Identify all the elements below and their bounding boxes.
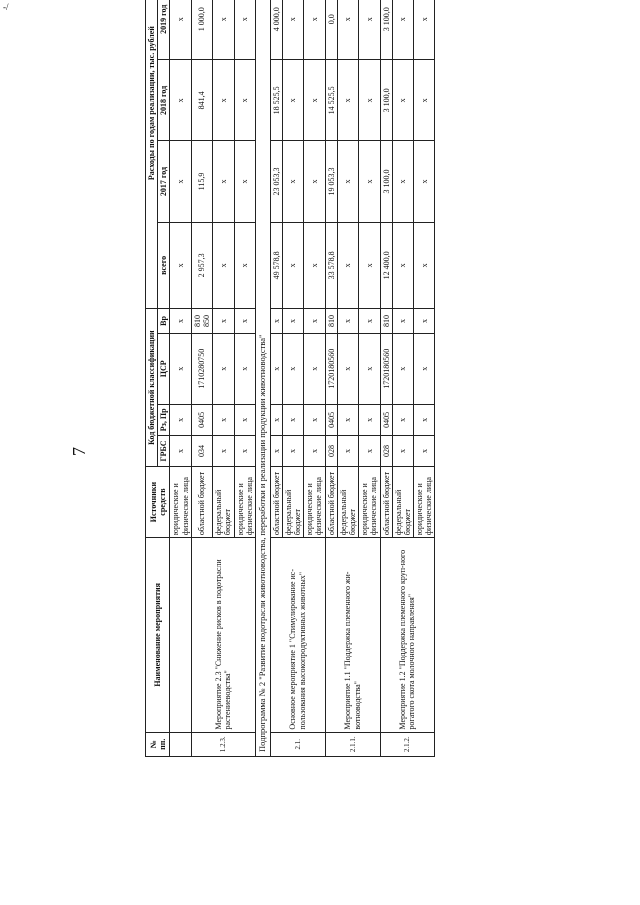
cell-rzpr: х [270,404,282,435]
cell-y2019: х [414,0,435,60]
header-grbs: ГРБС [158,435,170,466]
cell-rzpr: х [359,404,380,435]
cell-grbs: х [270,435,282,466]
cell-name: Мероприятие 1.1 "Поддержка племенного жи-вотноводства" [325,538,380,732]
cell-y2019: х [234,0,255,60]
cell-y2017: 115,9 [191,141,212,222]
cell-y2017: х [337,141,358,222]
cell-name: Мероприятие 1.2 "Поддержка племенного круп-ного рогатого скота молочного направления" [380,538,435,732]
header-total: всего [158,222,170,309]
cell-csr: х [270,333,282,404]
cell-no: 1.2.3. [191,732,255,756]
cell-y2018: х [414,60,435,141]
cell-y2017: х [234,141,255,222]
cell-rzpr: х [414,404,435,435]
cell-vr: 810 [325,309,337,333]
cell-no [170,732,191,756]
cell-csr: х [213,333,234,404]
cell-no: 2.1. [270,732,325,756]
cell-grbs: х [304,435,325,466]
cell-y2018: 14 525,5 [325,60,337,141]
table-body-subprogram-1 [170,0,256,757]
cell-y2018: 3 100,0 [380,60,392,141]
cell-source: областной бюджет [191,467,212,538]
cell-y2019: х [213,0,234,60]
cell-y2019: х [337,0,358,60]
cell-total: х [234,222,255,309]
cell-no: 2.1.2. [380,732,435,756]
cell-y2017: 19 053,3 [325,141,337,222]
cell-y2017: х [359,141,380,222]
cell-csr: х [414,333,435,404]
cell-rzpr: х [234,404,255,435]
cell-grbs: 028 [380,435,392,466]
cell-rzpr: х [392,404,413,435]
cell-y2019: х [282,0,303,60]
cell-vr: х [359,309,380,333]
page-number: 7 [69,447,89,456]
cell-y2017: х [414,141,435,222]
cell-vr: х [392,309,413,333]
header-source: Источники средств [146,467,170,538]
cell-source: федеральный бюджет [213,467,234,538]
cell-y2017: х [282,141,303,222]
cell-y2019: 3 100,0 [380,0,392,60]
cell-source: юридические и физические лица [170,467,191,538]
cell-vr: х [213,309,234,333]
cell-vr: х [282,309,303,333]
cell-csr: х [359,333,380,404]
cell-y2017: х [392,141,413,222]
cell-vr: 810 [380,309,392,333]
cell-y2019: 1 000,0 [191,0,212,60]
cell-source: юридические и физические лица [304,467,325,538]
cell-grbs: х [170,435,191,466]
cell-no: 2.1.1. [325,732,380,756]
cell-grbs: 028 [325,435,337,466]
cell-y2019: х [359,0,380,60]
cell-y2017: х [213,141,234,222]
cell-name: Основное мероприятие 1 "Стимулирование ис-пользования высокопродуктивных животных" [270,538,325,732]
cell-rzpr: 0405 [325,404,337,435]
cell-rzpr: х [282,404,303,435]
header-name: Наименование мероприятия [146,538,170,732]
cell-vr: х [414,309,435,333]
cell-source: областной бюджет [270,467,282,538]
corner-mark: -/ [3,2,9,12]
cell-source: федеральный бюджет [392,467,413,538]
cell-y2017: 3 100,0 [380,141,392,222]
cell-vr: х [270,309,282,333]
cell-total: х [414,222,435,309]
header-rzpr: Рз, Пр [158,404,170,435]
cell-y2018: х [359,60,380,141]
cell-source: юридические и физические лица [414,467,435,538]
cell-y2018: 18 525,5 [270,60,282,141]
cell-grbs: х [414,435,435,466]
table-row [191,0,212,757]
cell-csr: х [234,333,255,404]
cell-total: 49 578,8 [270,222,282,309]
cell-vr: х [337,309,358,333]
cell-y2018: х [304,60,325,141]
header-vr: Вр [158,309,170,333]
header-budget-code: Код бюджетной классификации [146,309,158,467]
table-row [270,0,282,757]
header-2017: 2017 год [158,141,170,222]
cell-total: х [213,222,234,309]
cell-source: федеральный бюджет [282,467,303,538]
cell-total: х [304,222,325,309]
header-csr: ЦСР [158,333,170,404]
cell-total: х [359,222,380,309]
cell-y2018: х [392,60,413,141]
cell-rzpr: х [213,404,234,435]
header-expenses: Расходы по годам реализации, тыс. рублей [146,0,158,309]
cell-y2018: х [213,60,234,141]
cell-y2019: х [304,0,325,60]
cell-y2018: 841,4 [191,60,212,141]
cell-total: х [337,222,358,309]
header-no: № пп. [146,732,170,756]
cell-source: областной бюджет [380,467,392,538]
cell-y2017: х [170,141,191,222]
cell-source: областной бюджет [325,467,337,538]
cell-total: х [282,222,303,309]
table-row [380,0,392,757]
cell-name: Мероприятие 2.3 "Снижение рисков в подотрасли растениеводства" [191,538,255,732]
cell-y2019: 0,0 [325,0,337,60]
cell-total: х [392,222,413,309]
cell-total: 12 400,0 [380,222,392,309]
cell-vr: 810 850 [191,309,212,333]
cell-csr: 1720180560 [380,333,392,404]
rotated-table-wrapper [145,0,640,757]
cell-grbs: 034 [191,435,212,466]
cell-vr: х [304,309,325,333]
cell-source: федеральный бюджет [337,467,358,538]
cell-y2018: х [234,60,255,141]
cell-csr: 1720180560 [325,333,337,404]
budget-table [145,0,435,757]
cell-rzpr: 0405 [380,404,392,435]
cell-y2017: х [304,141,325,222]
table-body-subprogram-2 [270,0,435,757]
cell-rzpr: х [170,404,191,435]
cell-total: 33 578,8 [325,222,337,309]
cell-grbs: х [213,435,234,466]
cell-grbs: х [337,435,358,466]
cell-total: х [170,222,191,309]
cell-grbs: х [392,435,413,466]
cell-csr: 1710280750 [191,333,212,404]
cell-csr: х [170,333,191,404]
cell-csr: х [392,333,413,404]
cell-rzpr: 0405 [191,404,212,435]
cell-name [170,538,191,732]
cell-rzpr: х [304,404,325,435]
cell-csr: х [304,333,325,404]
cell-y2019: х [392,0,413,60]
table-row [325,0,337,757]
cell-vr: х [170,309,191,333]
cell-y2018: х [282,60,303,141]
cell-csr: х [282,333,303,404]
cell-grbs: х [234,435,255,466]
cell-csr: х [337,333,358,404]
cell-total: 2 957,3 [191,222,212,309]
subprogram-row [255,0,270,757]
subprogram-title: Подпрограмма № 2 "Развитие подотрасли животноводства, переработки и реализации продукции животноводства" [255,0,270,757]
header-2019: 2019 год [158,0,170,60]
cell-y2018: х [170,60,191,141]
table-row [170,0,191,757]
cell-vr: х [234,309,255,333]
cell-grbs: х [282,435,303,466]
cell-source: юридические и физические лица [234,467,255,538]
cell-y2019: 4 000,0 [270,0,282,60]
cell-y2017: 23 053,3 [270,141,282,222]
header-2018: 2018 год [158,60,170,141]
cell-rzpr: х [337,404,358,435]
cell-source: юридические и физические лица [359,467,380,538]
cell-grbs: х [359,435,380,466]
cell-y2018: х [337,60,358,141]
cell-y2019: х [170,0,191,60]
